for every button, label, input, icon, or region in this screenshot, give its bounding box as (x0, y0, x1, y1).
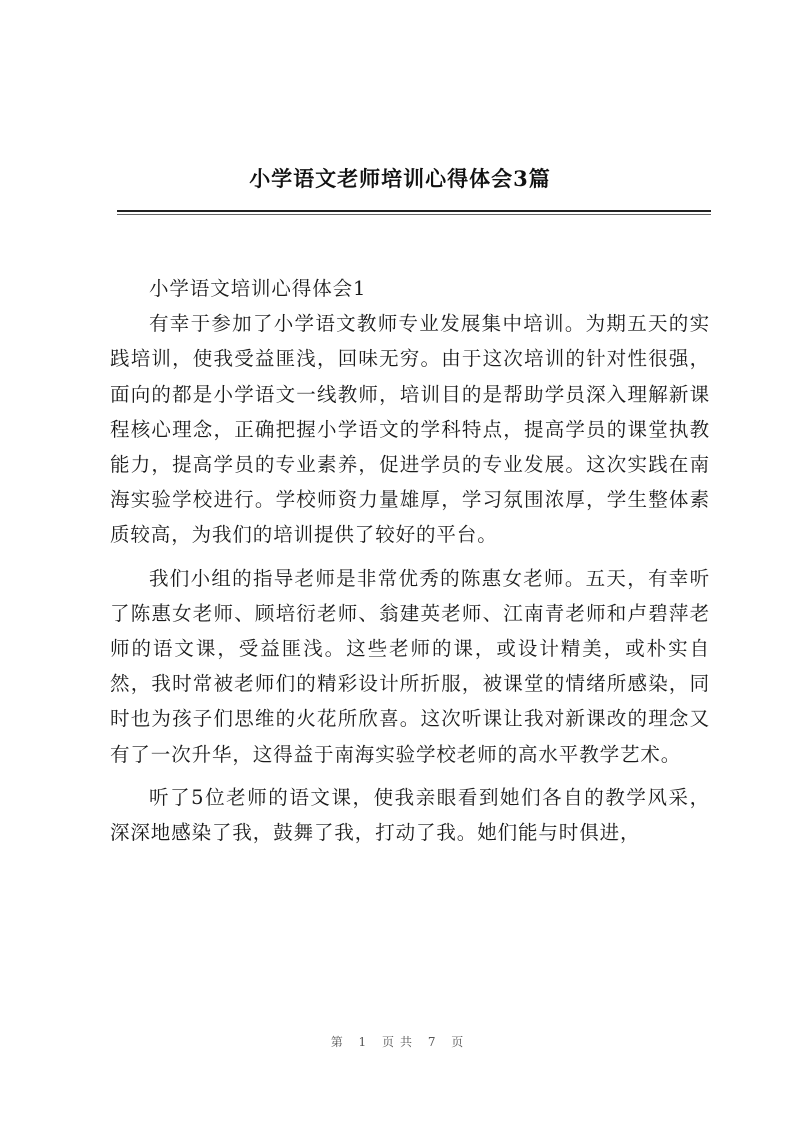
document-title: 小学语文老师培训心得体会3篇 (249, 166, 551, 191)
title-divider (117, 210, 711, 212)
paragraph-2: 我们小组的指导老师是非常优秀的陈惠女老师。五天，有幸听了陈惠女老师、顾培衍老师、翁建英老师、江南青老师和卢碧萍老师的语文课，受益匪浅。这些老师的课，或设计精美，或朴实自然，我时常被老师们的精彩设计所折服，被课堂的情绪所感染，同时也为孩子们思维的火花所欣喜。这次听课让我对新课改的理念又有了一次升华，这得益于南海实验学校老师的高水平教学艺术。 (110, 566, 710, 766)
section-heading: 小学语文培训心得体会1 (149, 277, 367, 300)
title-divider-thin (117, 214, 711, 215)
paragraph-3: 听了5位老师的语文课，使我亲眼看到她们各自的教学风采，深深地感染了我，鼓舞了我，打动了我。她们能与时俱进， (110, 785, 710, 845)
page-footer: 第 1 页共 7 页 (330, 1035, 470, 1049)
paragraph-1: 有幸于参加了小学语文教师专业发展集中培训。为期五天的实践培训，使我受益匪浅，回味无穷。由于这次培训的针对性很强，面向的都是小学语文一线教师，培训目的是帮助学员深入理解新课程核心理念，正确把握小学语文的学科特点，提高学员的课堂执教能力，提高学员的专业素养，促进学员的专业发展。这次实践在南海实验学校进行。学校师资力量雄厚，学习氛围浓厚，学生整体素质较高，为我们的培训提供了较好的平台。 (110, 312, 710, 547)
document-body (110, 271, 710, 850)
